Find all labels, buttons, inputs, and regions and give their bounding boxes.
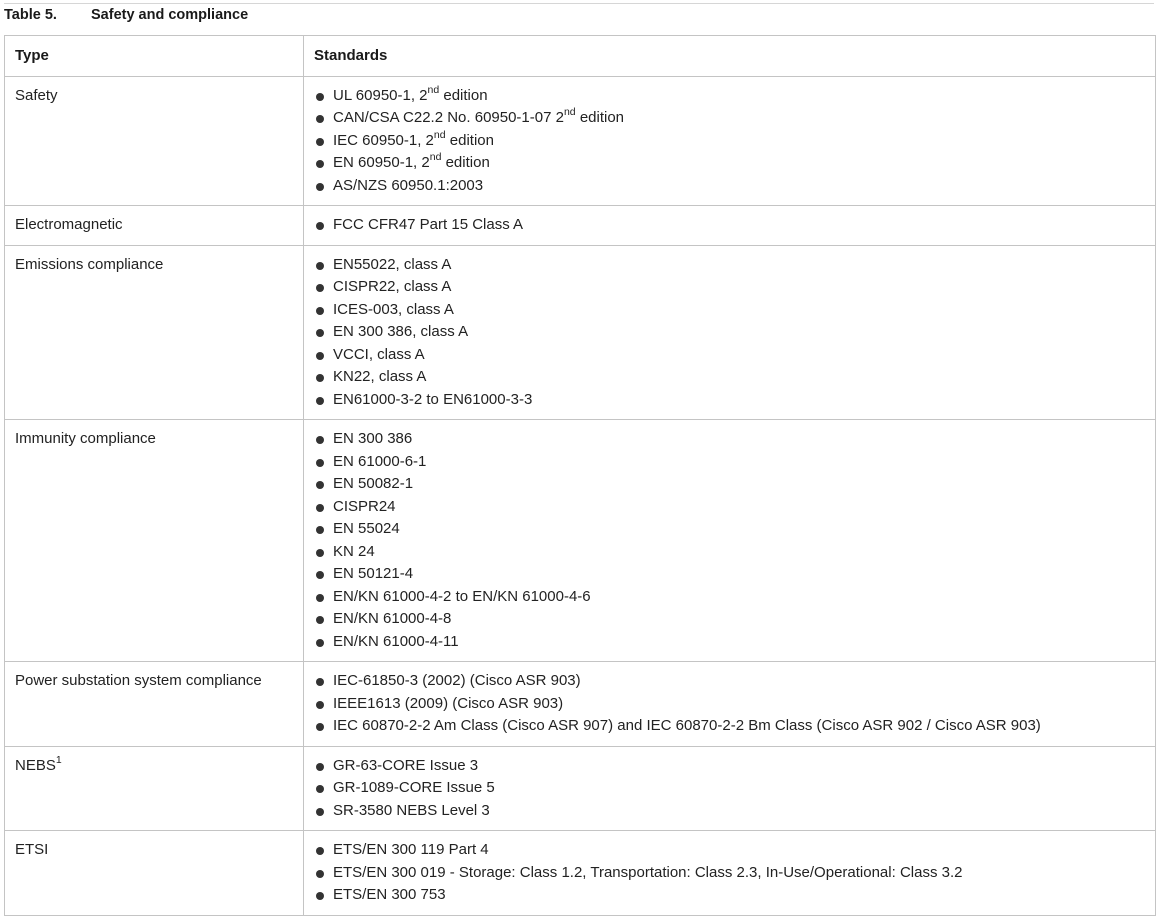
list-item (314, 175, 1145, 198)
standard-text: VCCI, class A (333, 345, 425, 363)
header-row (5, 36, 1156, 77)
standard-text: EN 50082-1 (333, 475, 414, 492)
type-label: Emissions compliance (15, 255, 164, 273)
list-item (314, 496, 1145, 519)
standard-text: SR-3580 NEBS Level 3 (333, 801, 490, 819)
standard-text: IEC 60950-1, 2 (333, 131, 434, 149)
standard-text: EN61000-3-2 to EN61000-3-3 (333, 390, 533, 408)
list-item (314, 884, 1145, 907)
standard-text: GR-1089-CORE Issue 5 (333, 779, 495, 796)
table-row (5, 76, 1156, 206)
list-item (314, 693, 1145, 716)
list-item (314, 473, 1145, 496)
standards-list (314, 670, 1145, 738)
standards-cell (304, 245, 1156, 420)
standard-text: CISPR22, class A (333, 278, 452, 295)
list-item (314, 631, 1145, 654)
standard-text-suffix: edition (441, 154, 490, 171)
table-row (5, 420, 1156, 662)
type-cell (5, 420, 304, 662)
type-label: Power substation system compliance (15, 672, 262, 689)
list-item (314, 800, 1145, 823)
footnote-marker: 1 (55, 753, 62, 766)
standards-cell (304, 831, 1156, 916)
standards-list (314, 214, 1145, 237)
type-cell (5, 245, 304, 420)
list-item (314, 276, 1145, 299)
list-item (314, 541, 1145, 564)
table-row (5, 831, 1156, 916)
standard-text: EN 300 386 (333, 430, 413, 447)
table-row (5, 746, 1156, 831)
list-item (314, 715, 1145, 738)
type-label: Safety (15, 86, 58, 104)
table-title: Safety and compliance (91, 7, 249, 23)
safety-compliance-table (4, 35, 1156, 916)
table-body (5, 76, 1156, 915)
standards-cell (304, 420, 1156, 662)
standards-list (314, 755, 1145, 823)
table-caption (4, 7, 248, 23)
list-item (314, 518, 1145, 541)
standard-text-suffix: edition (445, 131, 494, 149)
ordinal-suffix: nd (427, 83, 440, 96)
standard-text: ETS/EN 300 019 - Storage: Class 1.2, Transportation: Class 2.3, In-Use/Operational: Class 3.2 (333, 863, 963, 881)
standards-cell (304, 746, 1156, 831)
type-cell (5, 831, 304, 916)
standard-text: CISPR24 (333, 497, 396, 515)
standard-text: KN22, class A (333, 368, 427, 385)
table-row (5, 206, 1156, 246)
list-item (314, 107, 1145, 130)
standard-text: EN 61000-6-1 (333, 452, 427, 470)
list-item (314, 366, 1145, 389)
standard-text-suffix: edition (575, 109, 625, 126)
standard-text: EN55022, class A (333, 255, 452, 273)
ordinal-suffix: nd (429, 151, 442, 163)
list-item (314, 586, 1145, 609)
standard-text: KN 24 (333, 542, 375, 560)
ordinal-suffix: nd (563, 106, 576, 118)
standards-cell (304, 662, 1156, 747)
list-item (314, 670, 1145, 693)
list-item (314, 299, 1145, 322)
list-item (314, 428, 1145, 451)
type-label: Electromagnetic (15, 216, 123, 233)
standards-list (314, 254, 1145, 412)
standards-cell (304, 76, 1156, 206)
standard-text: CAN/CSA C22.2 No. 60950-1-07 2 (333, 109, 564, 126)
ordinal-suffix: nd (433, 128, 446, 141)
type-label: ETSI (15, 841, 49, 858)
standards-list (314, 839, 1145, 907)
type-label: Immunity compliance (15, 430, 156, 447)
standard-text: EN 55024 (333, 520, 400, 537)
list-item (314, 344, 1145, 367)
type-label: NEBS (15, 756, 56, 774)
list-item (314, 608, 1145, 631)
list-item (314, 777, 1145, 800)
standard-text: GR-63-CORE Issue 3 (333, 756, 479, 774)
standard-text: EN/KN 61000-4-2 to EN/KN 61000-4-6 (333, 587, 591, 605)
header-standards: Standards (304, 36, 1156, 77)
header-type: Type (5, 36, 304, 77)
standard-text: UL 60950-1, 2 (333, 86, 428, 104)
standard-text: EN 60950-1, 2 (333, 154, 430, 171)
list-item (314, 321, 1145, 344)
standards-cell (304, 206, 1156, 246)
list-item (314, 130, 1145, 153)
table-number: Table 5. (4, 7, 57, 23)
table-row (5, 662, 1156, 747)
standard-text: IEC-61850-3 (2002) (Cisco ASR 903) (333, 672, 581, 689)
standard-text: EN/KN 61000-4-11 (333, 632, 459, 650)
list-item (314, 85, 1145, 108)
standard-text: IEEE1613 (2009) (Cisco ASR 903) (333, 694, 564, 712)
type-cell (5, 746, 304, 831)
list-item (314, 755, 1145, 778)
standard-text: FCC CFR47 Part 15 Class A (333, 216, 524, 233)
standard-text: EN 50121-4 (333, 565, 414, 582)
list-item (314, 152, 1145, 175)
standards-list (314, 428, 1145, 653)
list-item (314, 389, 1145, 412)
list-item (314, 214, 1145, 237)
standard-text: EN 300 386, class A (333, 323, 469, 340)
standard-text-suffix: edition (439, 86, 488, 104)
standards-list (314, 85, 1145, 198)
type-cell (5, 206, 304, 246)
list-item (314, 451, 1145, 474)
standard-text: ETS/EN 300 753 (333, 886, 446, 903)
list-item (314, 563, 1145, 586)
list-item (314, 254, 1145, 277)
standard-text: ICES-003, class A (333, 300, 454, 318)
list-item (314, 862, 1145, 885)
list-item (314, 839, 1145, 862)
table-row (5, 245, 1156, 420)
standard-text: IEC 60870-2-2 Am Class (Cisco ASR 907) and IEC 60870-2-2 Bm Class (Cisco ASR 902 / Cisco ASR 903) (333, 717, 1041, 734)
standard-text: EN/KN 61000-4-8 (333, 610, 452, 627)
standard-text: ETS/EN 300 119 Part 4 (333, 841, 489, 858)
type-cell (5, 662, 304, 747)
type-cell (5, 76, 304, 206)
standard-text: AS/NZS 60950.1:2003 (333, 176, 484, 194)
top-rule (4, 3, 1154, 4)
